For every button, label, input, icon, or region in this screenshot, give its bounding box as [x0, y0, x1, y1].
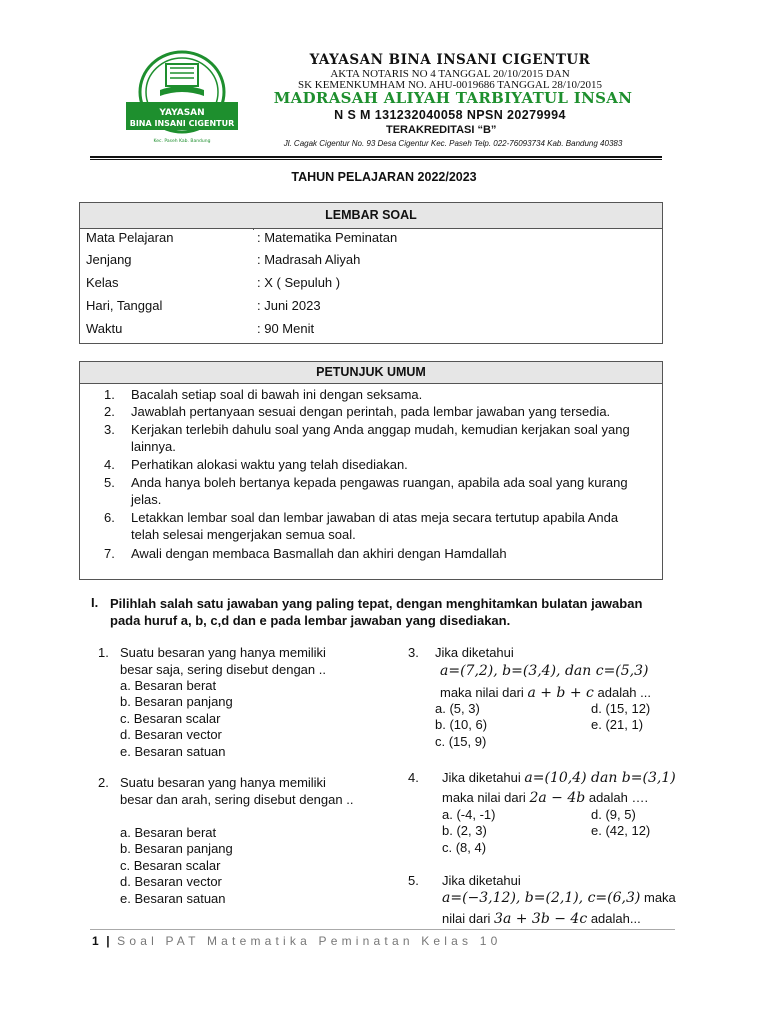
footer-text: Soal PAT Matematika Peminatan Kelas 10: [117, 934, 502, 948]
option-b[interactable]: b. (2, 3): [442, 823, 487, 838]
akreditasi: TERAKREDITASI “B”: [386, 124, 497, 136]
yayasan-name: YAYASAN BINA INSANI CIGENTUR: [309, 52, 591, 68]
question-intro: Jika diketahui: [442, 770, 521, 785]
logo-text-bottom: BINA INSANI CIGENTUR: [129, 119, 235, 128]
info-value-tanggal: : Juni 2023: [257, 298, 321, 313]
option-b[interactable]: b. (10, 6): [435, 717, 488, 732]
option-e[interactable]: e. Besaran satuan: [120, 891, 226, 906]
question-line1b: [442, 890, 676, 907]
option-c[interactable]: c. Besaran scalar: [120, 711, 221, 726]
question-number: 3.: [408, 645, 419, 660]
option-d[interactable]: d. (15, 12): [591, 701, 651, 716]
question-text: Suatu besaran yang hanya memiliki besar saja, sering disebut dengan ..: [120, 645, 326, 677]
list-item-number: 6.: [104, 510, 115, 525]
option-a[interactable]: a. (-4, -1): [442, 807, 496, 822]
lembar-soal-title: LEMBAR SOAL: [80, 203, 662, 229]
petunjuk-title: PETUNJUK UMUM: [80, 362, 662, 384]
option-c[interactable]: c. (8, 4): [442, 840, 487, 855]
section-number: I.: [91, 595, 99, 610]
school-address: Jl. Cagak Cigentur No. 93 Desa Cigentur Kec. Paseh Telp. 022-76093734 Kab. Bandung 40383: [283, 139, 623, 148]
vector-formula: a=(10,4) dan b=(3,1): [524, 770, 676, 786]
list-item-text: Letakkan lembar soal dan lembar jawaban di atas meja secara tertutup apabila Anda telah selesai mengerjakan semua soal.: [131, 510, 619, 542]
question-line2: [442, 790, 648, 807]
list-item-number: 1.: [104, 387, 115, 402]
header-rule: [90, 156, 662, 158]
info-value-kelas: : X ( Sepuluh ): [257, 275, 341, 290]
info-label-tanggal: Hari, Tanggal: [86, 298, 163, 313]
logo-text-tiny: Kec. Paseh Kab. Bandung: [153, 139, 211, 144]
question-number: 2.: [98, 775, 109, 790]
question-text: Suatu besaran yang hanya memiliki besar dan arah, sering disebut dengan ..: [120, 775, 354, 807]
question-intro: Jika diketahui: [435, 645, 514, 660]
question-maka: maka: [643, 890, 676, 905]
option-b[interactable]: b. Besaran panjang: [120, 841, 233, 856]
list-item-number: 2.: [104, 404, 115, 419]
vector-expression: 3a + 3b − 4c: [494, 911, 588, 927]
petunjuk-umum-box: [79, 361, 663, 580]
vector-formula: a=(−3,12), b=(2,1), c=(6,3): [442, 890, 641, 906]
info-label-kelas: Kelas: [86, 275, 119, 290]
option-a[interactable]: a. (5, 3): [435, 701, 480, 716]
footer-rule: [90, 929, 675, 930]
list-item-text: Anda hanya boleh bertanya kepada pengawas ruangan, apabila ada soal yang kurang jelas.: [131, 475, 628, 507]
question-number: 1.: [98, 645, 109, 660]
list-item-number: 5.: [104, 475, 115, 490]
list-item-number: 7.: [104, 546, 115, 561]
page-footer: [92, 934, 502, 948]
tahun-pelajaran: TAHUN PELAJARAN 2022/2023: [291, 170, 477, 184]
nsm-npsn: N S M 131232040058 NPSN 20279994: [334, 108, 566, 122]
info-label-jenjang: Jenjang: [86, 252, 132, 267]
lembar-soal-table: [79, 202, 663, 344]
info-label-waktu: Waktu: [86, 321, 123, 336]
akta-notaris: AKTA NOTARIS NO 4 TANGGAL 20/10/2015 DAN: [330, 68, 570, 80]
option-a[interactable]: a. Besaran berat: [120, 678, 217, 693]
list-item-text: Jawablah pertanyaan sesuai dengan perintah, pada lembar jawaban yang tersedia.: [131, 404, 611, 419]
list-item-text: Perhatikan alokasi waktu yang telah disediakan.: [131, 457, 408, 472]
question-line2-post: adalah ...: [597, 685, 651, 700]
footer-separator: |: [106, 934, 110, 948]
question-line2: [440, 685, 651, 702]
question-line2-post: adalah ….: [588, 790, 649, 805]
list-item-text: Awali dengan membaca Basmallah dan akhiri dengan Hamdallah: [131, 546, 507, 561]
madrasah-name: MADRASAH ALIYAH TARBIYATUL INSAN: [273, 89, 633, 107]
question-intro: Jika diketahui: [442, 873, 521, 888]
question-line2: [442, 911, 641, 928]
header-rule-thin: [90, 159, 662, 160]
vector-expression: a + b + c: [527, 685, 594, 701]
option-d[interactable]: d. (9, 5): [591, 807, 636, 822]
section-instruction: Pilihlah salah satu jawaban yang paling tepat, dengan menghitamkan bulatan jawaban pada huruf a, b, c,d dan e pada lembar jawaban yang disediakan.: [110, 596, 643, 628]
option-d[interactable]: d. Besaran vector: [120, 727, 222, 742]
info-label-mapel: Mata Pelajaran: [86, 230, 174, 245]
question-number: 4.: [408, 770, 419, 785]
sk-kemenkumham: SK KEMENKUMHAM NO. AHU-0019686 TANGGAL 28/10/2015: [297, 79, 603, 91]
list-item-number: 4.: [104, 457, 115, 472]
page-number: 1: [92, 934, 99, 948]
question-number: 5.: [408, 873, 419, 888]
vector-expression: 2a − 4b: [529, 790, 586, 806]
option-e[interactable]: e. (42, 12): [591, 823, 651, 838]
option-c[interactable]: c. (15, 9): [435, 734, 487, 749]
list-item-text: Kerjakan terlebih dahulu soal yang Anda anggap mudah, kemudian kerjakan soal yang lainnya.: [131, 422, 630, 454]
vector-formula: a=(7,2), b=(3,4), dan c=(5,3): [440, 663, 649, 679]
question-line2-post: adalah...: [590, 911, 641, 926]
logo-text-top: YAYASAN: [159, 108, 205, 118]
option-e[interactable]: e. (21, 1): [591, 717, 644, 732]
question-line2-pre: maka nilai dari: [442, 790, 526, 805]
option-b[interactable]: b. Besaran panjang: [120, 694, 233, 709]
option-e[interactable]: e. Besaran satuan: [120, 744, 226, 759]
info-value-waktu: : 90 Menit: [257, 321, 315, 336]
info-value-mapel: : Matematika Peminatan: [257, 230, 398, 245]
column-divider: [253, 228, 254, 230]
question-line1: [442, 770, 676, 787]
list-item-text: Bacalah setiap soal di bawah ini dengan seksama.: [131, 387, 423, 402]
list-item-number: 3.: [104, 422, 115, 437]
question-line2-pre: maka nilai dari: [440, 685, 524, 700]
option-c[interactable]: c. Besaran scalar: [120, 858, 221, 873]
info-value-jenjang: : Madrasah Aliyah: [257, 252, 361, 267]
option-d[interactable]: d. Besaran vector: [120, 874, 222, 889]
school-logo: [118, 46, 246, 150]
option-a[interactable]: a. Besaran berat: [120, 825, 217, 840]
question-line2-pre: nilai dari: [442, 911, 491, 926]
